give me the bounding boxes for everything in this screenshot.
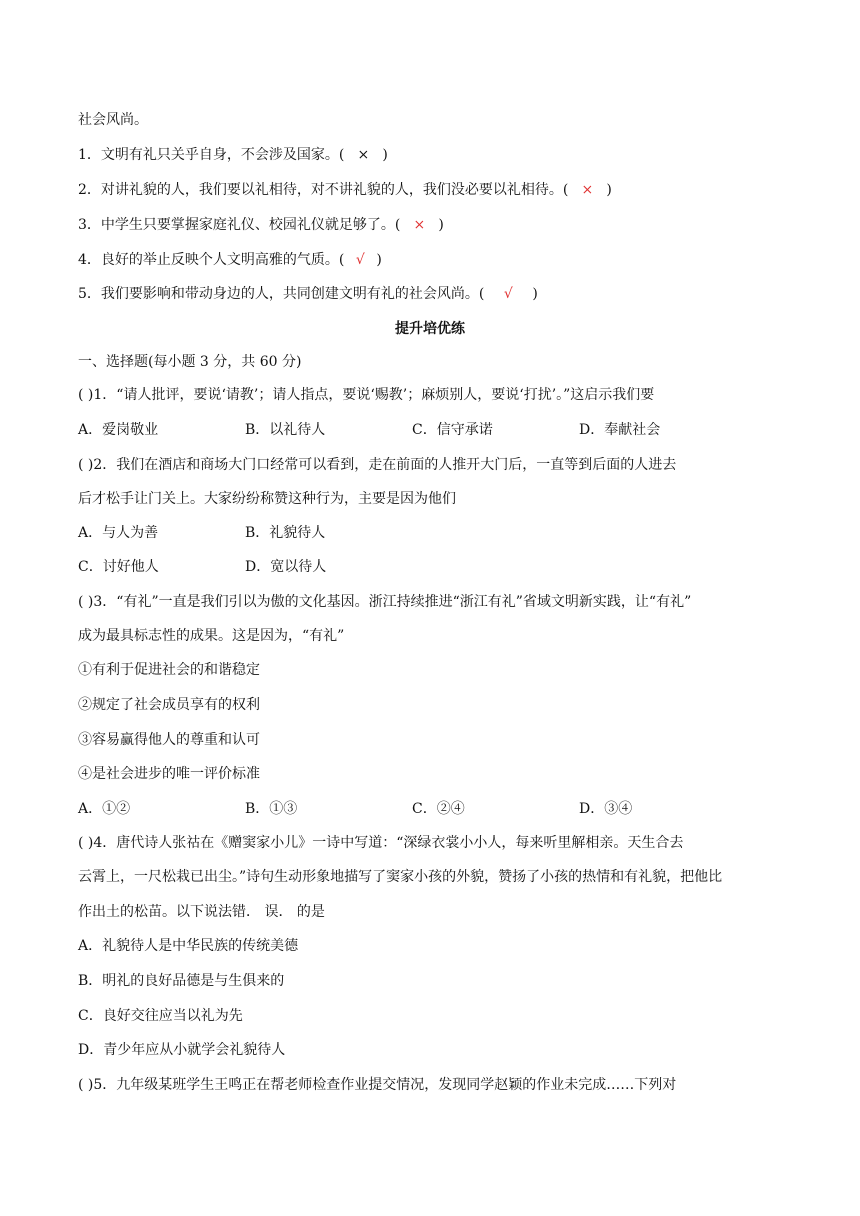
section-title: 提升培优练 <box>395 321 465 337</box>
judgment-5: 5．我们要影响和带动身边的人，共同创建文明有礼的社会风尚。( √ ) <box>78 286 538 302</box>
question-3-option-c: C．②④ <box>412 801 465 817</box>
judgment-3: 3．中学生只要掌握家庭礼仪、校园礼仪就足够了。( × ) <box>78 217 444 233</box>
question-2-stem-line2: 后才松手让门关上。大家纷纷称赞这种行为，主要是因为他们 <box>78 491 456 507</box>
judgment-3-answer: × <box>413 217 426 233</box>
question-3-stem-line1: ( )3．“有礼”一直是我们引以为傲的文化基因。浙江持续推进“浙江有礼”省域文明新实践，让“有礼” <box>78 594 692 610</box>
question-4-stem-line2: 云霄上，一尺松栽已出尘。”诗句生动形象地描写了窦家小孩的外貌，赞扬了小孩的热情和有礼貌，把他比 <box>78 869 723 885</box>
judgment-2: 2．对讲礼貌的人，我们要以礼相待，对不讲礼貌的人，我们没必要以礼相待。( × ) <box>78 182 612 198</box>
question-2-option-b: B．礼貌待人 <box>245 525 326 541</box>
question-4-option-c: C．良好交往应当以礼为先 <box>78 1008 243 1024</box>
question-3-item-3: ③容易赢得他人的尊重和认可 <box>78 732 260 748</box>
judgment-5-answer: √ <box>503 286 513 302</box>
question-3-stem-line2: 成为最具标志性的成果。这是因为，“有礼” <box>78 628 345 644</box>
question-3-item-2: ②规定了社会成员享有的权利 <box>78 697 260 713</box>
question-3-option-b: B．①③ <box>245 801 298 817</box>
question-2-option-c: C．讨好他人 <box>78 559 159 575</box>
question-4-stem-line3: 作出土的松苗。以下说法错． 误． 的是 <box>78 904 325 920</box>
judgment-4: 4．良好的举止反映个人文明高雅的气质。( √ ) <box>78 252 382 268</box>
question-3-item-4: ④是社会进步的唯一评价标准 <box>78 766 260 782</box>
question-4-option-b: B．明礼的良好品德是与生俱来的 <box>78 973 285 989</box>
question-1-option-d: D．奉献社会 <box>579 422 661 438</box>
question-4-option-d: D．青少年应从小就学会礼貌待人 <box>78 1042 286 1058</box>
question-1-option-c: C．信守承诺 <box>412 422 493 438</box>
judgment-1-answer: × <box>357 147 370 163</box>
question-2-option-d: D．宽以待人 <box>245 559 327 575</box>
question-4-option-a: A．礼貌待人是中华民族的传统美德 <box>78 938 299 954</box>
question-3-option-d: D．③④ <box>579 801 633 817</box>
question-1-option-b: B．以礼待人 <box>245 422 326 438</box>
question-3-item-1: ①有利于促进社会的和谐稳定 <box>78 662 260 678</box>
question-3-option-a: A．①② <box>78 801 131 817</box>
judgment-1: 1．文明有礼只关乎自身，不会涉及国家。( × ) <box>78 147 388 163</box>
question-1-option-a: A．爱岗敬业 <box>78 422 159 438</box>
question-5-stem: ( )5．九年级某班学生王鸣正在帮老师检查作业提交情况，发现同学赵颖的作业未完成……下列对 <box>78 1077 677 1093</box>
judgment-2-answer: × <box>581 182 594 198</box>
question-2-stem-line1: ( )2．我们在酒店和商场大门口经常可以看到，走在前面的人推开大门后，一直等到后面的人进去 <box>78 457 677 473</box>
judgment-4-answer: √ <box>355 252 365 268</box>
intro-tail: 社会风尚。 <box>78 112 148 128</box>
section-header: 一、选择题(每小题 3 分，共 60 分) <box>78 354 302 370</box>
question-4-stem-line1: ( )4．唐代诗人张祜在《赠窦家小儿》一诗中写道：“深绿衣裳小小人，每来听里解相亲。天生合去 <box>78 835 684 851</box>
question-2-option-a: A．与人为善 <box>78 525 159 541</box>
question-1-stem: ( )1．“请人批评，要说‘请教’；请人指点，要说‘赐教’；麻烦别人，要说‘打扰’。”这启示我们要 <box>78 387 655 403</box>
